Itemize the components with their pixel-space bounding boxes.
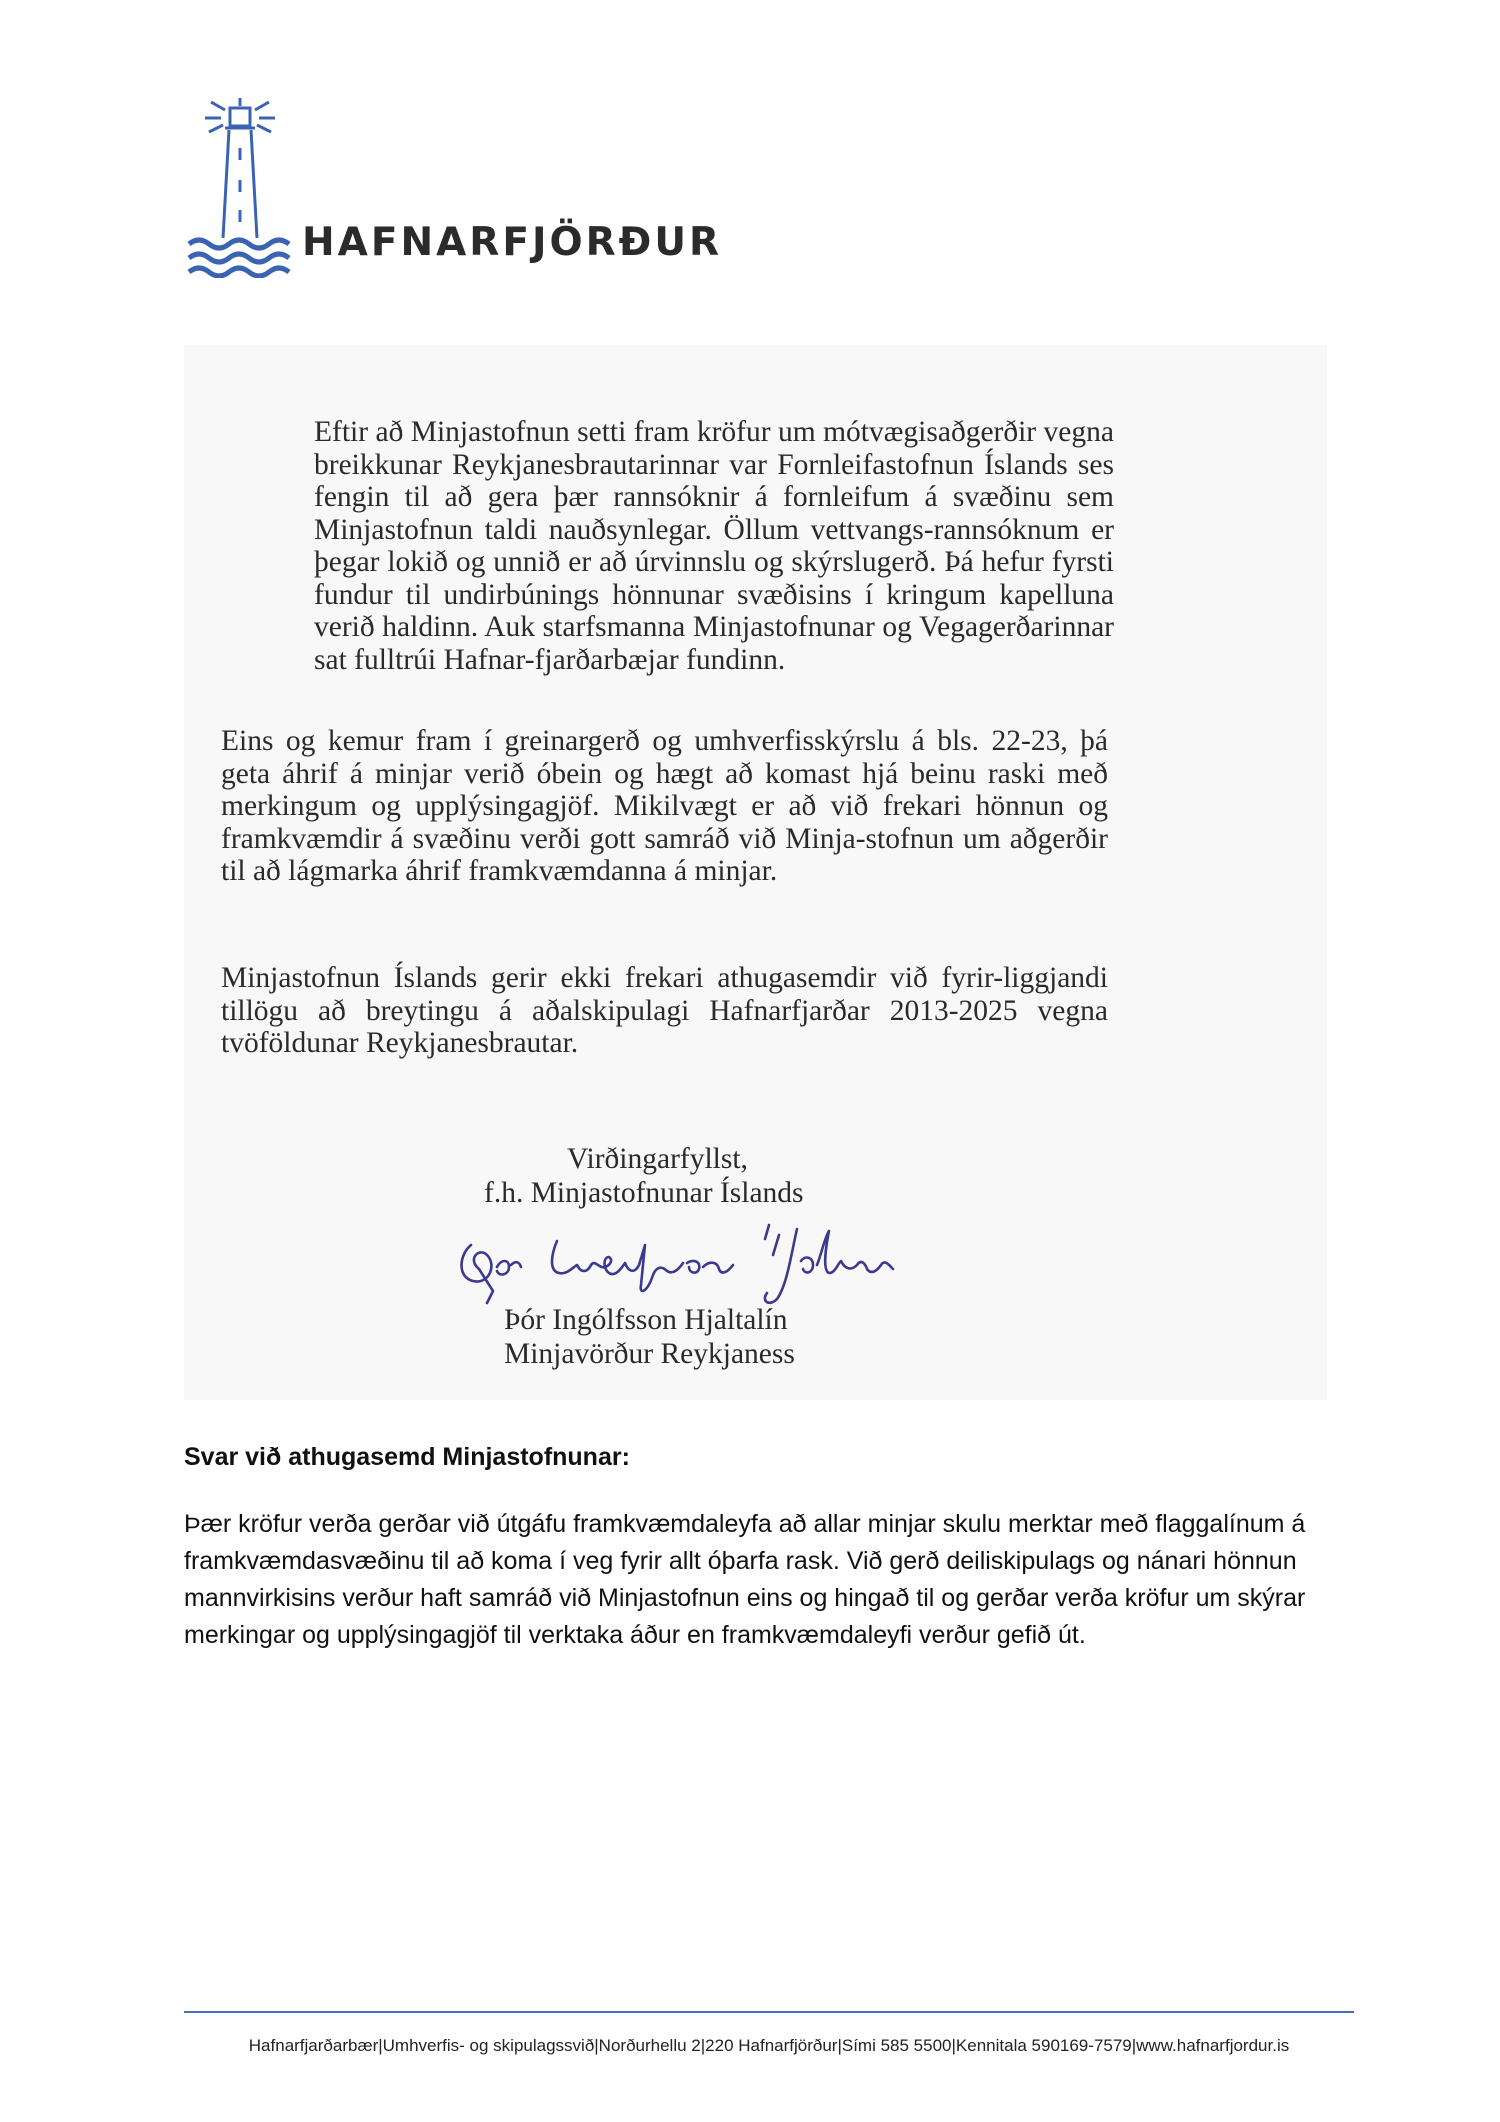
- response-heading: Svar við athugasemd Minjastofnunar:: [184, 1443, 630, 1471]
- handwritten-signature: [449, 1215, 1009, 1305]
- scanned-letter: [184, 345, 1327, 1400]
- signatory-title: Minjavörður Reykjaness: [504, 1338, 795, 1370]
- response-body: Þær kröfur verða gerðar við útgáfu framkvæmdaleyfa að allar minjar skulu merktar með flaggalínum á framkvæmdasvæðinu til að koma í veg fyrir allt óþarfa rask. Við gerð deiliskipulags og nánari hönnun mannvirkisins verður haft samráð við Minjastofnun eins og hingað til og gerðar verða kröfur um skýrar merkingar og upplýsingagjöf til verktaka áður en framkvæmdaleyfi verður gefið út.: [184, 1510, 1306, 1649]
- footer-divider: [184, 2011, 1354, 2013]
- on-behalf-line: f.h. Minjastofnunar Íslands: [484, 1177, 804, 1209]
- letterhead-logo: [185, 98, 723, 278]
- lighthouse-icon: [185, 98, 295, 278]
- closing-salutation: Virðingarfyllst,: [567, 1143, 748, 1175]
- org-name: HAFNARFJÖRÐUR: [302, 220, 723, 265]
- letter-paragraph: Eins og kemur fram í greinargerð og umhverfisskýrslu á bls. 22-23, þá geta áhrif á minjar verið óbein og hægt að komast hjá beinu raski með merkingum og upplýsingagjöf. Mikilvægt er að við frekari hönnun og framkvæmdir á svæðinu verði gott samráð við Minja-stofnun um aðgerðir til að lágmarka áhrif framkvæmdanna á minjar.: [221, 725, 1108, 887]
- letter-paragraph: Eftir að Minjastofnun setti fram kröfur um mótvægisaðgerðir vegna breikkunar Reykjanesbrautarinnar var Fornleifastofnun Íslands ses fengin til að gera þær rannsóknir á fornleifum á svæðinu sem Minjastofnun taldi nauðsynlegar. Öllum vettvangs-rannsóknum er þegar lokið og unnið er að úrvinnslu og skýrslugerð. Þá hefur fyrsti fundur til undirbúnings hönnunar svæðisins í kringum kapelluna verið haldinn. Auk starfsmanna Minjastofnunar og Vegagerðarinnar sat fulltrúi Hafnar-fjarðarbæjar fundinn.: [314, 416, 1114, 676]
- signatory-name: Þór Ingólfsson Hjaltalín: [504, 1304, 788, 1336]
- letter-paragraph: Minjastofnun Íslands gerir ekki frekari athugasemdir við fyrir-liggjandi tillögu að breytingu á aðalskipulagi Hafnarfjarðar 2013-2025 vegna tvöföldunar Reykjanesbrautar.: [221, 962, 1108, 1059]
- footer-contact-line: Hafnarfjarðarbær|Umhverfis- og skipulagssvið|Norðurhellu 2|220 Hafnarfjörður|Sími 585 5500|Kennitala 590169-7579|www.hafnarfjordur.is: [248, 2036, 1290, 2055]
